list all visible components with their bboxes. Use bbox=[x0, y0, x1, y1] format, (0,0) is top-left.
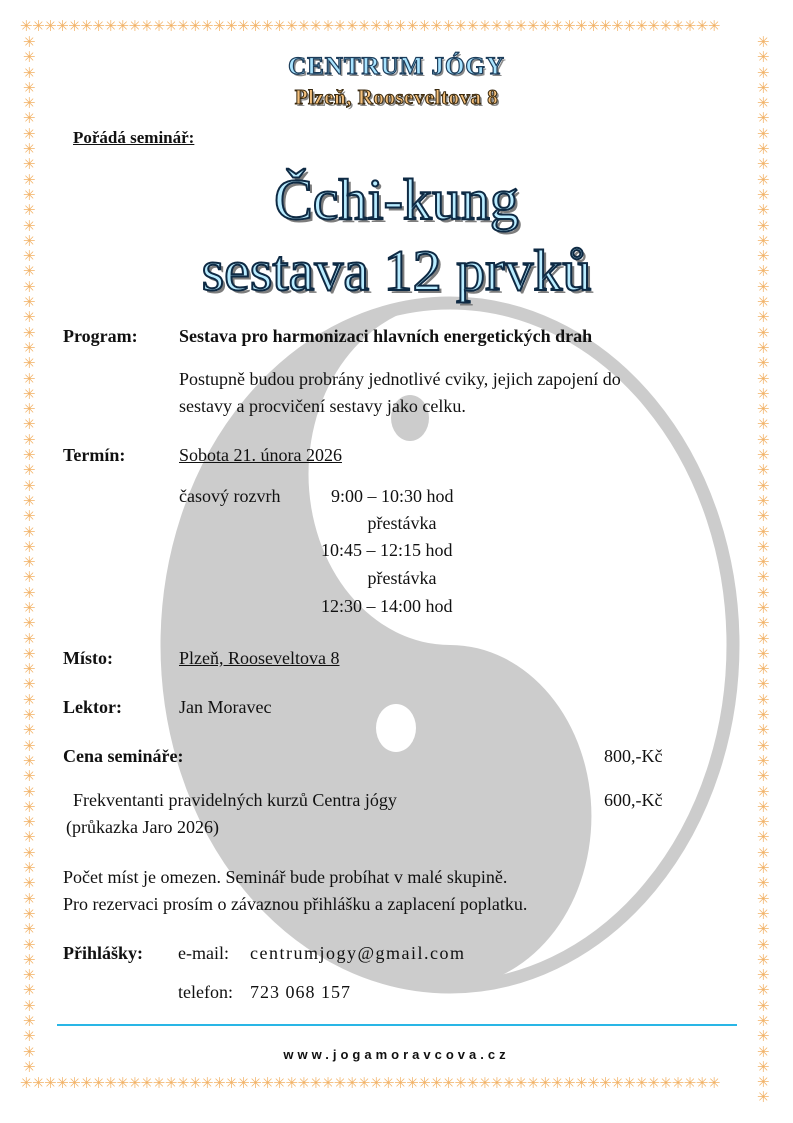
discount-line2: (průkazka Jaro 2026) bbox=[66, 817, 219, 837]
program-desc-line1: Postupně budou probrány jednotlivé cviky, jejich zapojení do bbox=[179, 369, 621, 389]
phone-number[interactable]: 723 068 157 bbox=[250, 982, 351, 1002]
program-headline: Sestava pro harmonizaci hlavních energetických drah bbox=[179, 326, 593, 346]
discount-price: 600,-Kč bbox=[604, 790, 663, 810]
page-title: Čchi-kung bbox=[274, 167, 519, 232]
org-address: Plzeň, Rooseveltova 8 bbox=[294, 85, 499, 109]
border-bottom: ✳✳✳✳✳✳✳✳✳✳✳✳✳✳✳✳✳✳✳✳✳✳✳✳✳✳✳✳✳✳✳✳✳✳✳✳✳✳✳✳✳✳✳✳✳✳✳✳✳✳✳✳✳✳✳✳✳✳ bbox=[20, 1076, 720, 1092]
termin-label: Termín: bbox=[63, 445, 126, 465]
schedule-break-2: přestávka bbox=[367, 568, 437, 588]
page-subtitle: sestava 12 prvků bbox=[201, 238, 592, 303]
prihlasky-label: Přihlášky: bbox=[63, 943, 144, 963]
misto-label: Místo: bbox=[63, 648, 113, 668]
program-label: Program: bbox=[63, 326, 138, 346]
border-right: ✳✳✳✳✳✳✳✳✳✳✳✳✳✳✳✳✳✳✳✳✳✳✳✳✳✳✳✳✳✳✳✳✳✳✳✳✳✳✳✳✳✳✳✳✳✳✳✳✳✳✳✳✳✳✳✳✳✳✳✳✳✳✳✳✳✳✳✳✳✳ bbox=[757, 35, 770, 1107]
lektor-value: Jan Moravec bbox=[179, 697, 272, 717]
misto-value: Plzeň, Rooseveltova 8 bbox=[179, 648, 340, 668]
program-desc-line2: sestavy a procvičení sestavy jako celku. bbox=[179, 396, 466, 416]
discount-line1: Frekventanti pravidelných kurzů Centra jógy bbox=[73, 790, 397, 810]
schedule-slot-2: 10:45 – 12:15 hod bbox=[321, 540, 453, 560]
schedule-slot-3: 12:30 – 14:00 hod bbox=[321, 596, 453, 616]
schedule-slot-1: 9:00 – 10:30 hod bbox=[331, 486, 454, 506]
border-top: ✳✳✳✳✳✳✳✳✳✳✳✳✳✳✳✳✳✳✳✳✳✳✳✳✳✳✳✳✳✳✳✳✳✳✳✳✳✳✳✳✳✳✳✳✳✳✳✳✳✳✳✳✳✳✳✳✳✳ bbox=[20, 19, 720, 35]
termin-date: Sobota 21. února 2026 bbox=[179, 445, 342, 465]
cena-price: 800,-Kč bbox=[604, 746, 663, 766]
phone-label: telefon: bbox=[178, 982, 233, 1002]
cena-label: Cena semináře: bbox=[63, 746, 184, 766]
footer-divider bbox=[57, 1024, 737, 1026]
note-line1: Počet míst je omezen. Seminář bude probíhat v malé skupině. bbox=[63, 867, 508, 887]
schedule-break-1: přestávka bbox=[367, 513, 437, 533]
email-link[interactable]: centrumjogy@gmail.com bbox=[250, 943, 466, 963]
border-left: ✳✳✳✳✳✳✳✳✳✳✳✳✳✳✳✳✳✳✳✳✳✳✳✳✳✳✳✳✳✳✳✳✳✳✳✳✳✳✳✳✳✳✳✳✳✳✳✳✳✳✳✳✳✳✳✳✳✳✳✳✳✳✳✳✳✳✳✳ bbox=[23, 35, 36, 1076]
pre-title: Pořádá seminář: bbox=[73, 128, 195, 147]
schedule-label: časový rozvrh bbox=[179, 486, 281, 506]
website-link[interactable]: www.jogamoravcova.cz bbox=[283, 1047, 510, 1062]
email-label: e-mail: bbox=[178, 943, 229, 963]
lektor-label: Lektor: bbox=[63, 697, 122, 717]
org-name: CENTRUM JÓGY bbox=[288, 53, 505, 80]
note-line2: Pro rezervaci prosím o závaznou přihlášku a zaplacení poplatku. bbox=[63, 894, 528, 914]
